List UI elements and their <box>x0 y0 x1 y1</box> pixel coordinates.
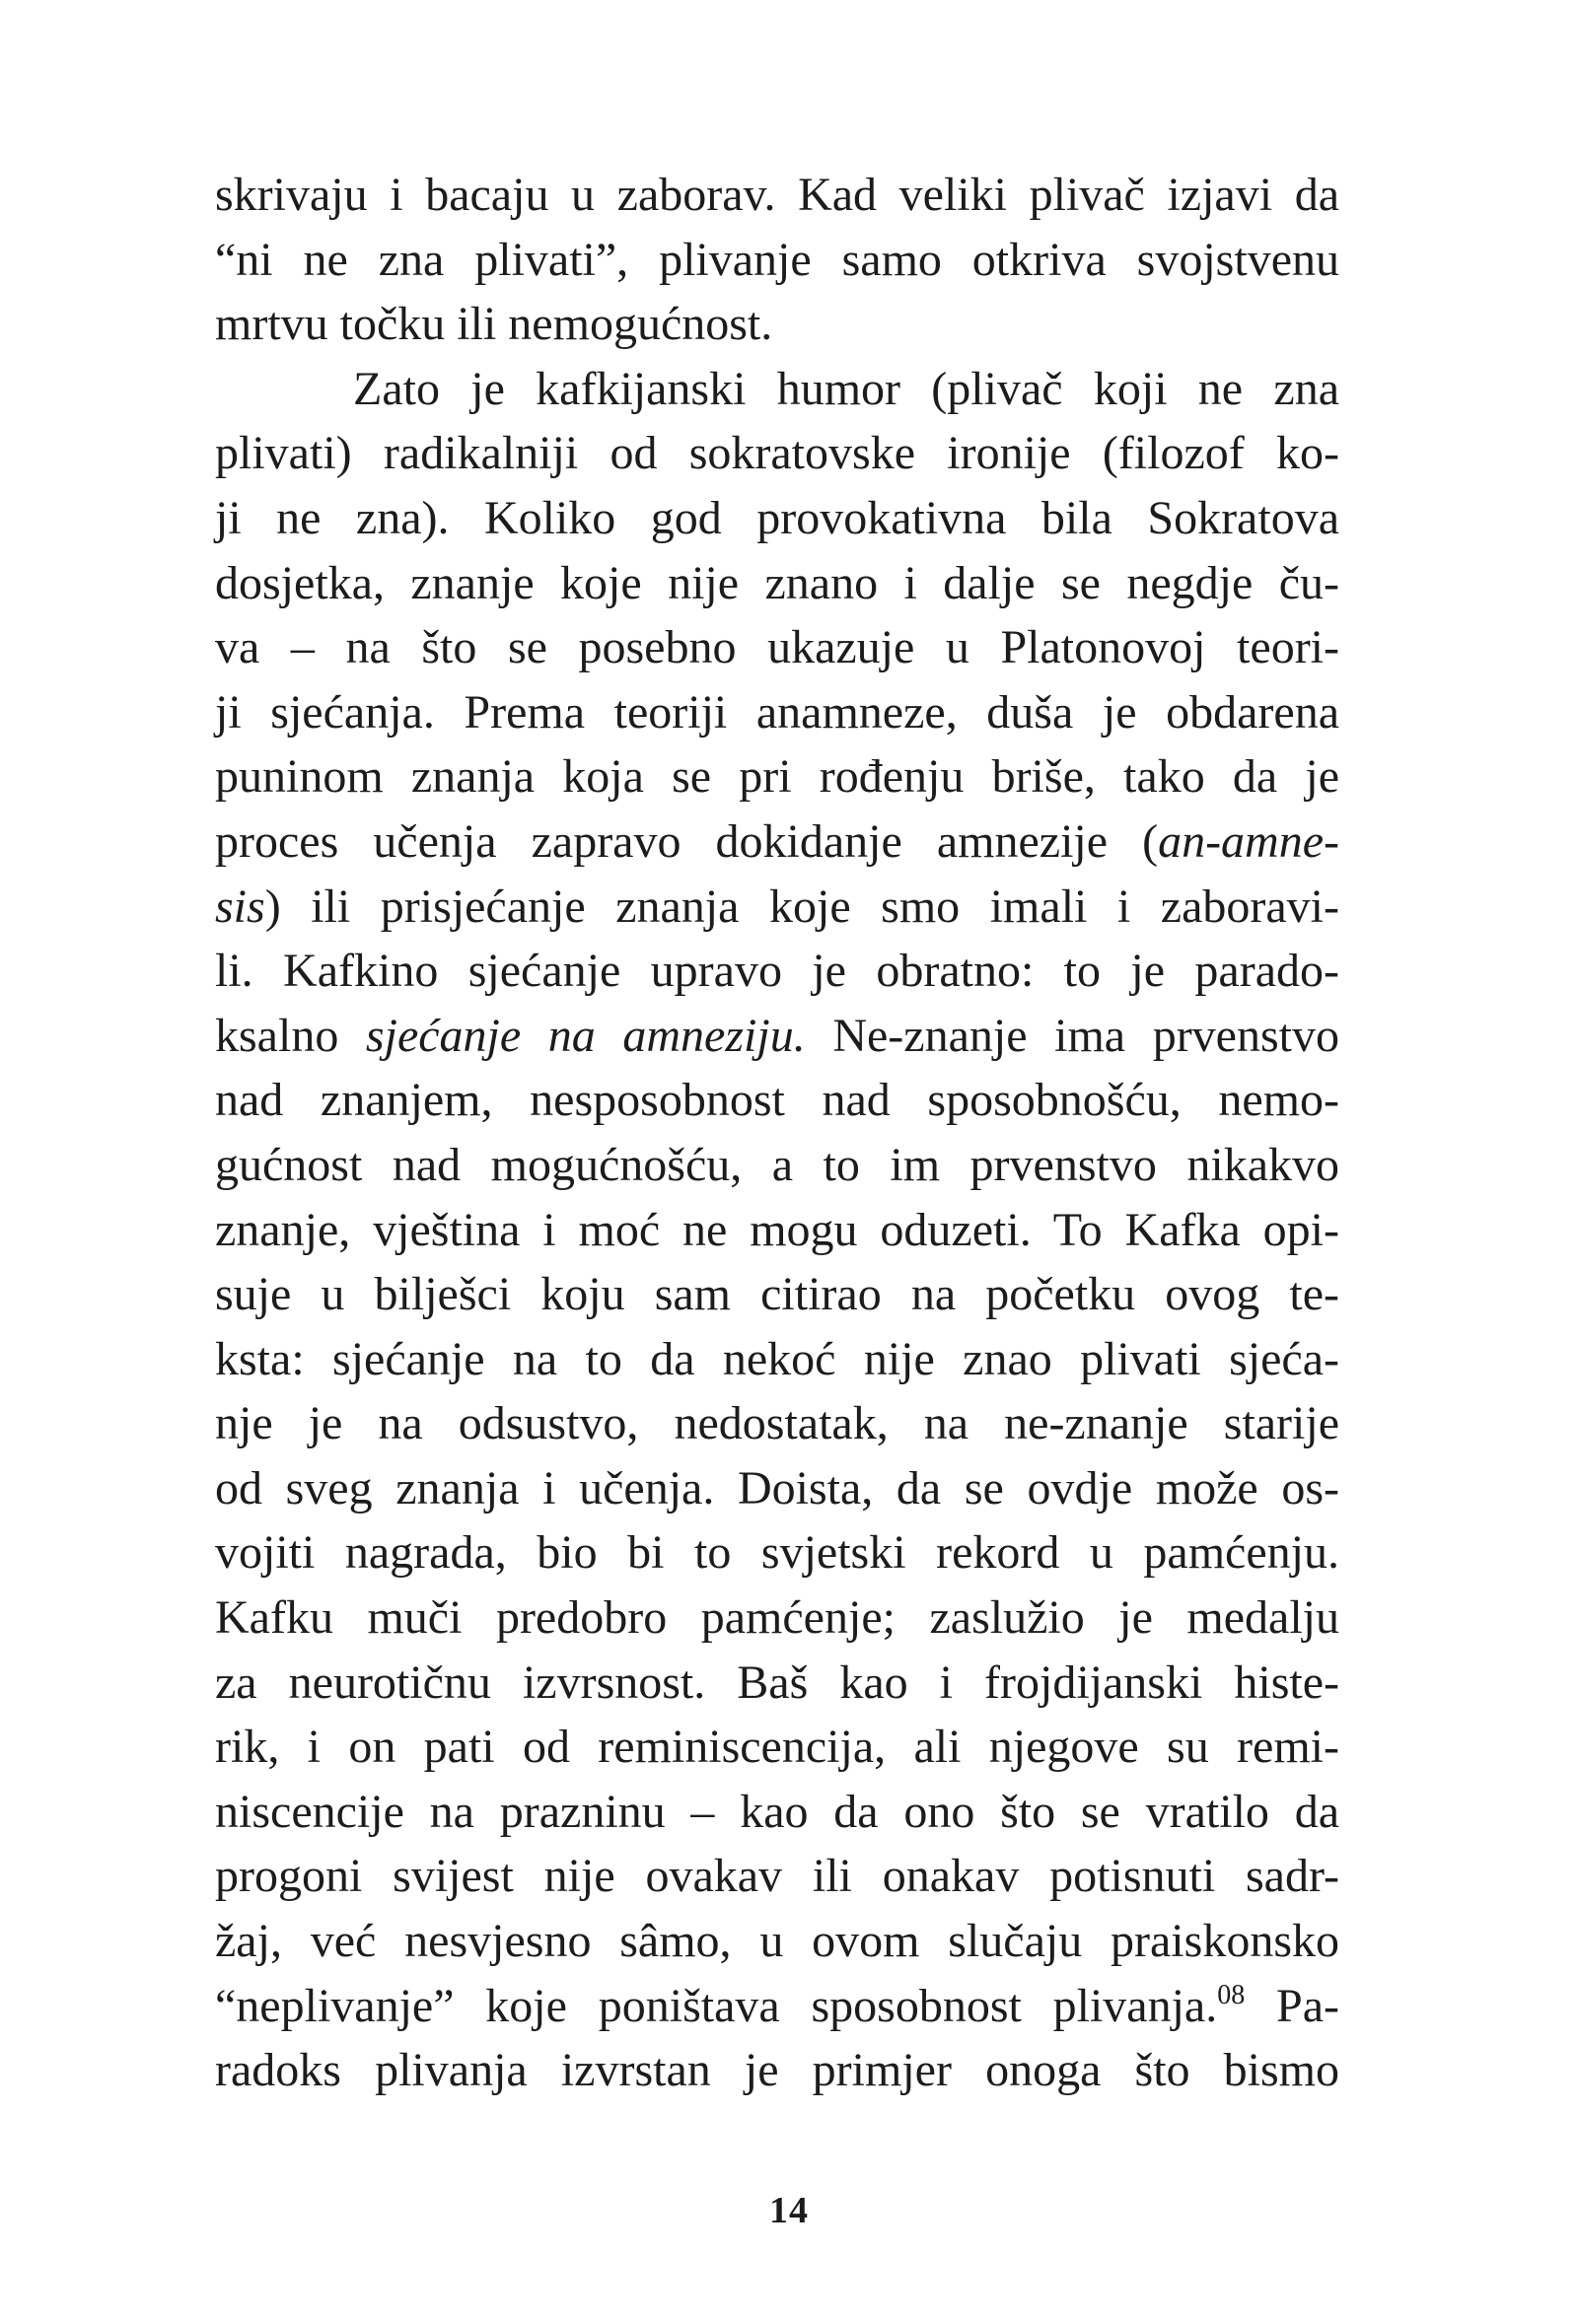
text-line: dosjetka, znanje koje nije znano i dalje se negdje ču- <box>215 556 1339 609</box>
text-line: ji ne zna). Koliko god provokativna bila Sokratova <box>215 491 1339 544</box>
text-line: plivati) radikalniji od sokratovske ironije (filozof ko- <box>215 427 1339 480</box>
text-fragment: “neplivanje” koje poništava sposobnost plivanja. <box>215 1979 1218 2032</box>
text-fragment: proces učenja zapravo dokidanje amnezije ( <box>215 814 1159 868</box>
text-line: za neurotičnu izvrsnost. Baš kao i frojdijanski histe- <box>215 1655 1339 1709</box>
italic-term: an-amne- <box>1158 814 1339 868</box>
text-line: žaj, već nesvjesno sâmo, u ovom slučaju praiskonsko <box>215 1915 1339 1968</box>
text-line: li. Kafkino sjećanje upravo je obratno: to je parado- <box>215 945 1339 998</box>
text-line: mrtvu točku ili nemogućnost. <box>215 298 773 351</box>
text-line: gućnost nad mogućnošću, a to im prvenstvo nikakvo <box>215 1138 1339 1191</box>
text-line: nad znanjem, nesposobnost nad sposobnošću, nemo- <box>215 1074 1339 1127</box>
text-fragment: Ne-znanje ima prvenstvo <box>805 1009 1339 1062</box>
text-line: od sveg znanja i učenja. Doista, da se ovdje može os- <box>215 1461 1339 1514</box>
text-line: znanje, vještina i moć ne mogu oduzeti. To Kafka opi- <box>215 1203 1339 1256</box>
text-line: progoni svijest nije ovakav ili onakav potisnuti sadr- <box>215 1850 1339 1903</box>
text-line <box>215 875 1339 940</box>
text-line: skrivaju i bacaju u zaborav. Kad veliki plivač izjavi da <box>215 169 1339 221</box>
text-line: rik, i on pati od reminiscencija, ali njegove su remi- <box>215 1721 1339 1774</box>
text-line: nje je na odsustvo, nedostatak, na ne-znanje starije <box>215 1397 1339 1450</box>
text-line: ksta: sjećanje na to da nekoć nije znao plivati sjeća- <box>215 1332 1339 1385</box>
text-line: Zato je kafkijanski humor (plivač koji ne zna <box>353 362 1339 415</box>
footnote-reference[interactable]: 08 <box>1217 1979 1246 2010</box>
text-line: va – na što se posebno ukazuje u Platonovoj teori- <box>215 621 1339 674</box>
page-number: 14 <box>769 2190 809 2231</box>
italic-term: sis <box>215 880 265 933</box>
text-line: suje u bilješci koju sam citirao na početku ovog te- <box>215 1268 1339 1321</box>
text-line: niscencije na prazninu – kao da ono što se vratilo da <box>215 1785 1339 1838</box>
italic-phrase: sjećanje na amneziju. <box>365 1009 806 1062</box>
text-line: vojiti nagrada, bio bi to svjetski rekord u pamćenju. <box>215 1526 1339 1580</box>
text-line <box>215 1004 1339 1069</box>
text-line: radoks plivanja izvrstan je primjer onoga što bismo <box>215 2044 1339 2097</box>
text-line: Kafku muči predobro pamćenje; zaslužio je medalju <box>215 1591 1339 1645</box>
body-text <box>215 163 1339 2103</box>
text-line: puninom znanja koja se pri rođenju briše, tako da je <box>215 750 1339 804</box>
text-fragment: ) ili prisjećanje znanja koje smo imali i zaboravi- <box>264 880 1339 933</box>
text-line <box>215 1974 1339 2039</box>
text-line: “ni ne zna plivati”, plivanje samo otkriva svojstvenu <box>215 233 1339 286</box>
text-line <box>215 810 1339 875</box>
text-fragment: Pa- <box>1245 1979 1340 2032</box>
text-fragment: ksalno <box>215 1009 366 1062</box>
text-line: ji sjećanja. Prema teoriji anamneze, duša je obdarena <box>215 685 1339 739</box>
